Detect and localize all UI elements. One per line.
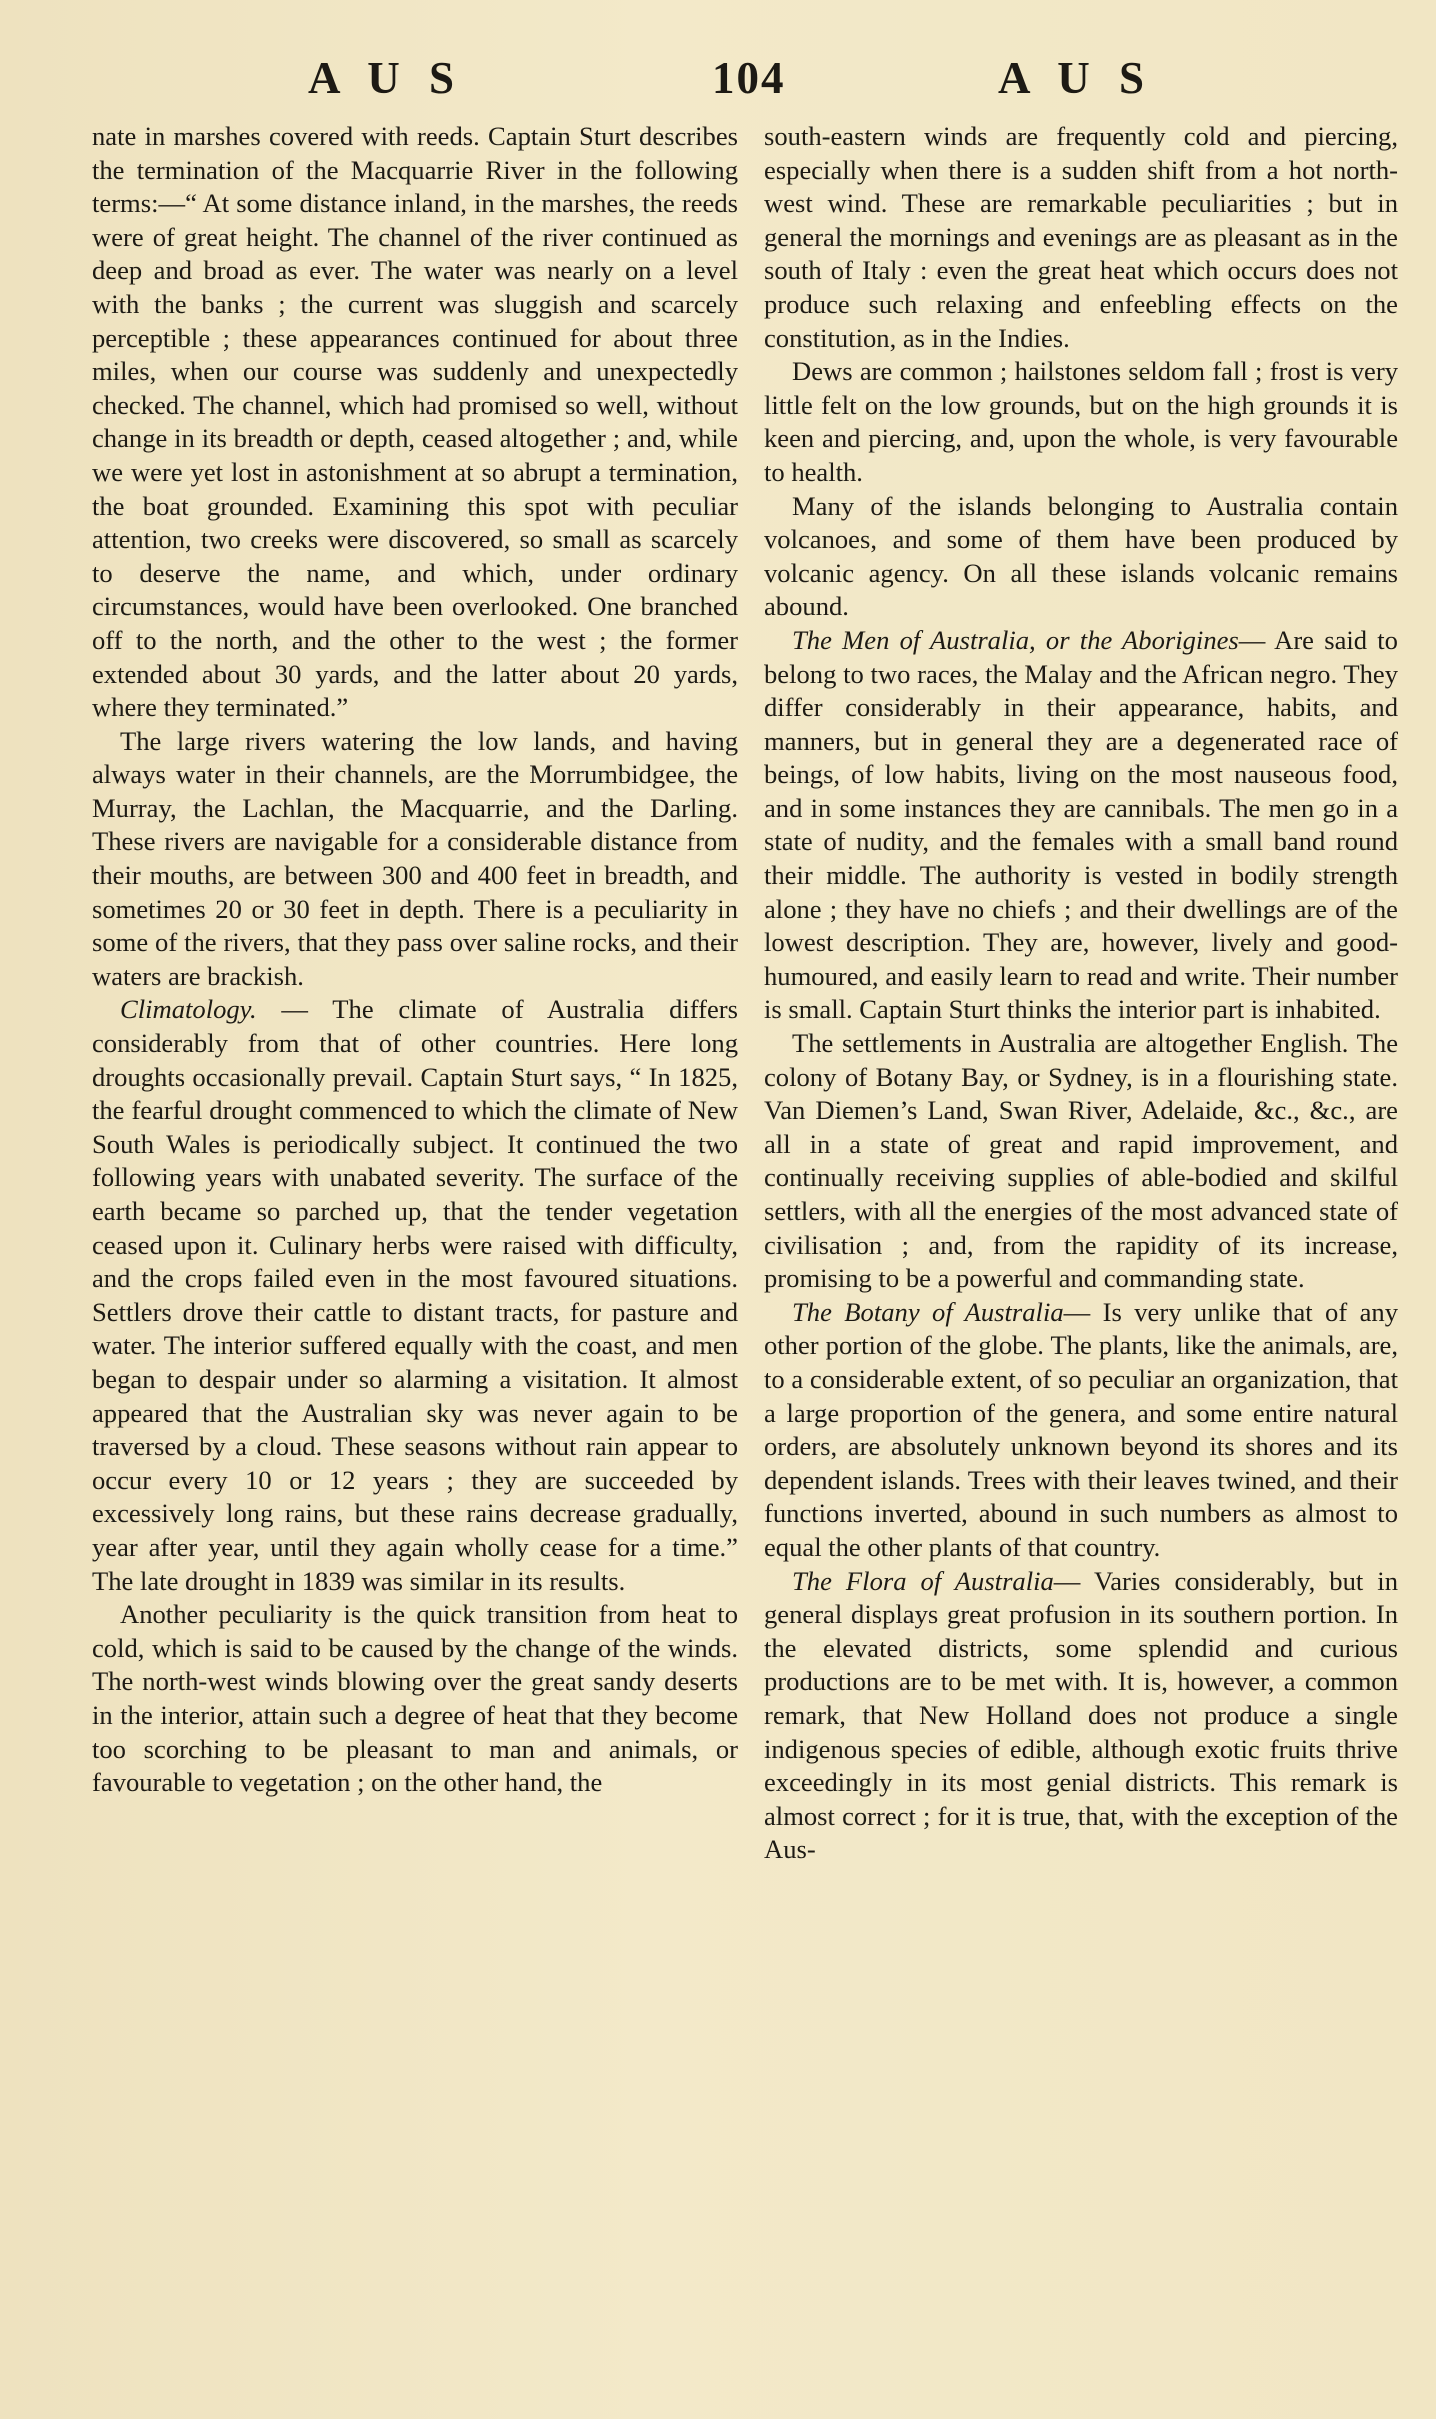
paragraph: The large rivers watering the low lands, and having always water in their channels, are the Morrumbidgee, the Murray, the Lachlan, the Macquarrie, and the Darling. These rivers are navigable for a considerable distance from their mouths, are between 300 and 400 feet in breadth, and sometimes 20 or 30 feet in depth. There is a peculiarity in some of the rivers, that they pass over saline rocks, and their waters are brackish. (92, 725, 738, 991)
page-number: 104 (712, 53, 786, 103)
paragraph-text: — The climate of Australia differs considerably from that of other countries. Here long droughts occasionally prevail. Captain Sturt says, “ In 1825, the fearful drought commenced to which the climate of New South Wales is periodically subject. It continued the two following years with unabated severity. The surface of the earth became so parched up, that the tender vegetation ceased upon it. Culinary herbs were raised with difficulty, and the crops failed even in the most favoured situations. Settlers drove their cattle to distant tracts, for pasture and water. The interior suffered equally with the coast, and men began to despair under so alarming a visitation. It almost appeared that the Australian sky was never again to be traversed by a cloud. These seasons without rain appear to occur every 10 or 12 years ; they are succeeded by excessively long rains, but these rains decrease gradually, year after year, until they again wholly cease for a time.” The late drought in 1839 was similar in its results. (92, 994, 738, 1596)
header-right-word: A U S (998, 53, 1147, 103)
paragraph-text: — Is very unlike that of any other portion of the globe. The plants, like the animals, are, to a considerable extent, of so peculiar an organization, that a large proportion of the genera, and some entire natural orders, are absolutely unknown beyond its shores and its dependent islands. Trees with their leaves twined, and their functions inverted, abound in such numbers as almost to equal the other plants of that country. (764, 1296, 1399, 1562)
header-left-word: A U S (308, 53, 457, 103)
right-column (764, 120, 1398, 2410)
paragraph-botany (764, 1296, 1398, 1565)
running-header (0, 52, 1436, 112)
left-column (92, 120, 738, 2410)
paragraph: south-eastern winds are frequently cold and piercing, especially when there is a sudden shift from a hot north-west wind. These are remarkable peculiarities ; but in general the mornings and evenings are as pleasant as in the south of Italy : even the great heat which occurs does not produce such relaxing and enfeebling effects on the constitution, as in the Indies. (764, 121, 1398, 353)
paragraph: Many of the islands belonging to Australia contain volcanoes, and some of them have been produced by volcanic agency. On all these islands volcanic remains abound. (764, 490, 1398, 622)
paragraph: The settlements in Australia are altogether English. The colony of Botany Bay, or Sydney, is in a flourishing state. Van Diemen’s Land, Swan River, Adelaide, &c., &c., are all in a state of great and rapid improvement, and continually receiving supplies of able-bodied and skilful settlers, with all the energies of the most advanced state of civilisation ; and, from the rapidity of its increase, promising to be a powerful and commanding state. (764, 1028, 1398, 1294)
paragraph: nate in marshes covered with reeds. Captain Sturt describes the termination of the Macquarrie River in the following terms:—“ At some distance inland, in the marshes, the reeds were of great height. The channel of the river continued as deep and broad as ever. The water was nearly on a level with the banks ; the current was sluggish and scarcely perceptible ; these appearances continued for about three miles, when our course was suddenly and unexpectedly checked. The channel, which had promised so well, without change in its breadth or depth, ceased altogether ; and, while we were yet lost in astonishment at so abrupt a termination, the boat grounded. Examining this spot with peculiar attention, two creeks were discovered, so small as scarcely to deserve the name, and which, under ordinary circumstances, would have been overlooked. One branched off to the north, and the other to the west ; the former extended about 30 yards, and the latter about 20 yards, where they terminated.” (92, 121, 738, 723)
paragraph: Another peculiarity is the quick transition from heat to cold, which is said to be caused by the change of the winds. The north-west winds blowing over the great sandy deserts in the interior, attain such a degree of heat that they become too scorching to be pleasant to man and animals, or favourable to vegetation ; on the other hand, the (92, 1599, 738, 1798)
section-heading: The Botany of Australia (792, 1296, 1064, 1327)
paragraph-flora (764, 1565, 1398, 1867)
paragraph: Dews are common ; hailstones seldom fall ; frost is very little felt on the low grounds, but on the high grounds it is keen and piercing, and, upon the whole, is very favourable to health. (764, 356, 1398, 487)
section-heading: The Flora of Australia (792, 1565, 1054, 1596)
paragraph-text: — Varies considerably, but in general displays great profusion in its southern portion. In the elevated districts, some splendid and curious productions are to be met with. It is, however, a common remark, that New Holland does not produce a single indigenous species of edible, although exotic fruits thrive exceedingly in its most genial districts. This remark is almost correct ; for it is true, that, with the exception of the Aus- (764, 1565, 1398, 1865)
section-heading: Climatology. (120, 994, 257, 1025)
paragraph-text: — Are said to belong to two races, the Malay and the African negro. They differ considerably in their appearance, habits, and manners, but in general they are a degenerated race of beings, of low habits, living on the most nauseous food, and in some instances they are cannibals. The men go in a state of nudity, and the females with a small band round their middle. The authority is vested in bodily strength alone ; they have no chiefs ; and their dwellings are of the lowest description. They are, however, lively and good-humoured, and easily learn to read and write. Their number is small. Captain Sturt thinks the interior part is inhabited. (764, 624, 1398, 1025)
paragraph-aborigines (764, 624, 1398, 1027)
paragraph-climatology (92, 993, 738, 1598)
section-heading: The Men of Australia, or the Aborigines (792, 624, 1239, 655)
